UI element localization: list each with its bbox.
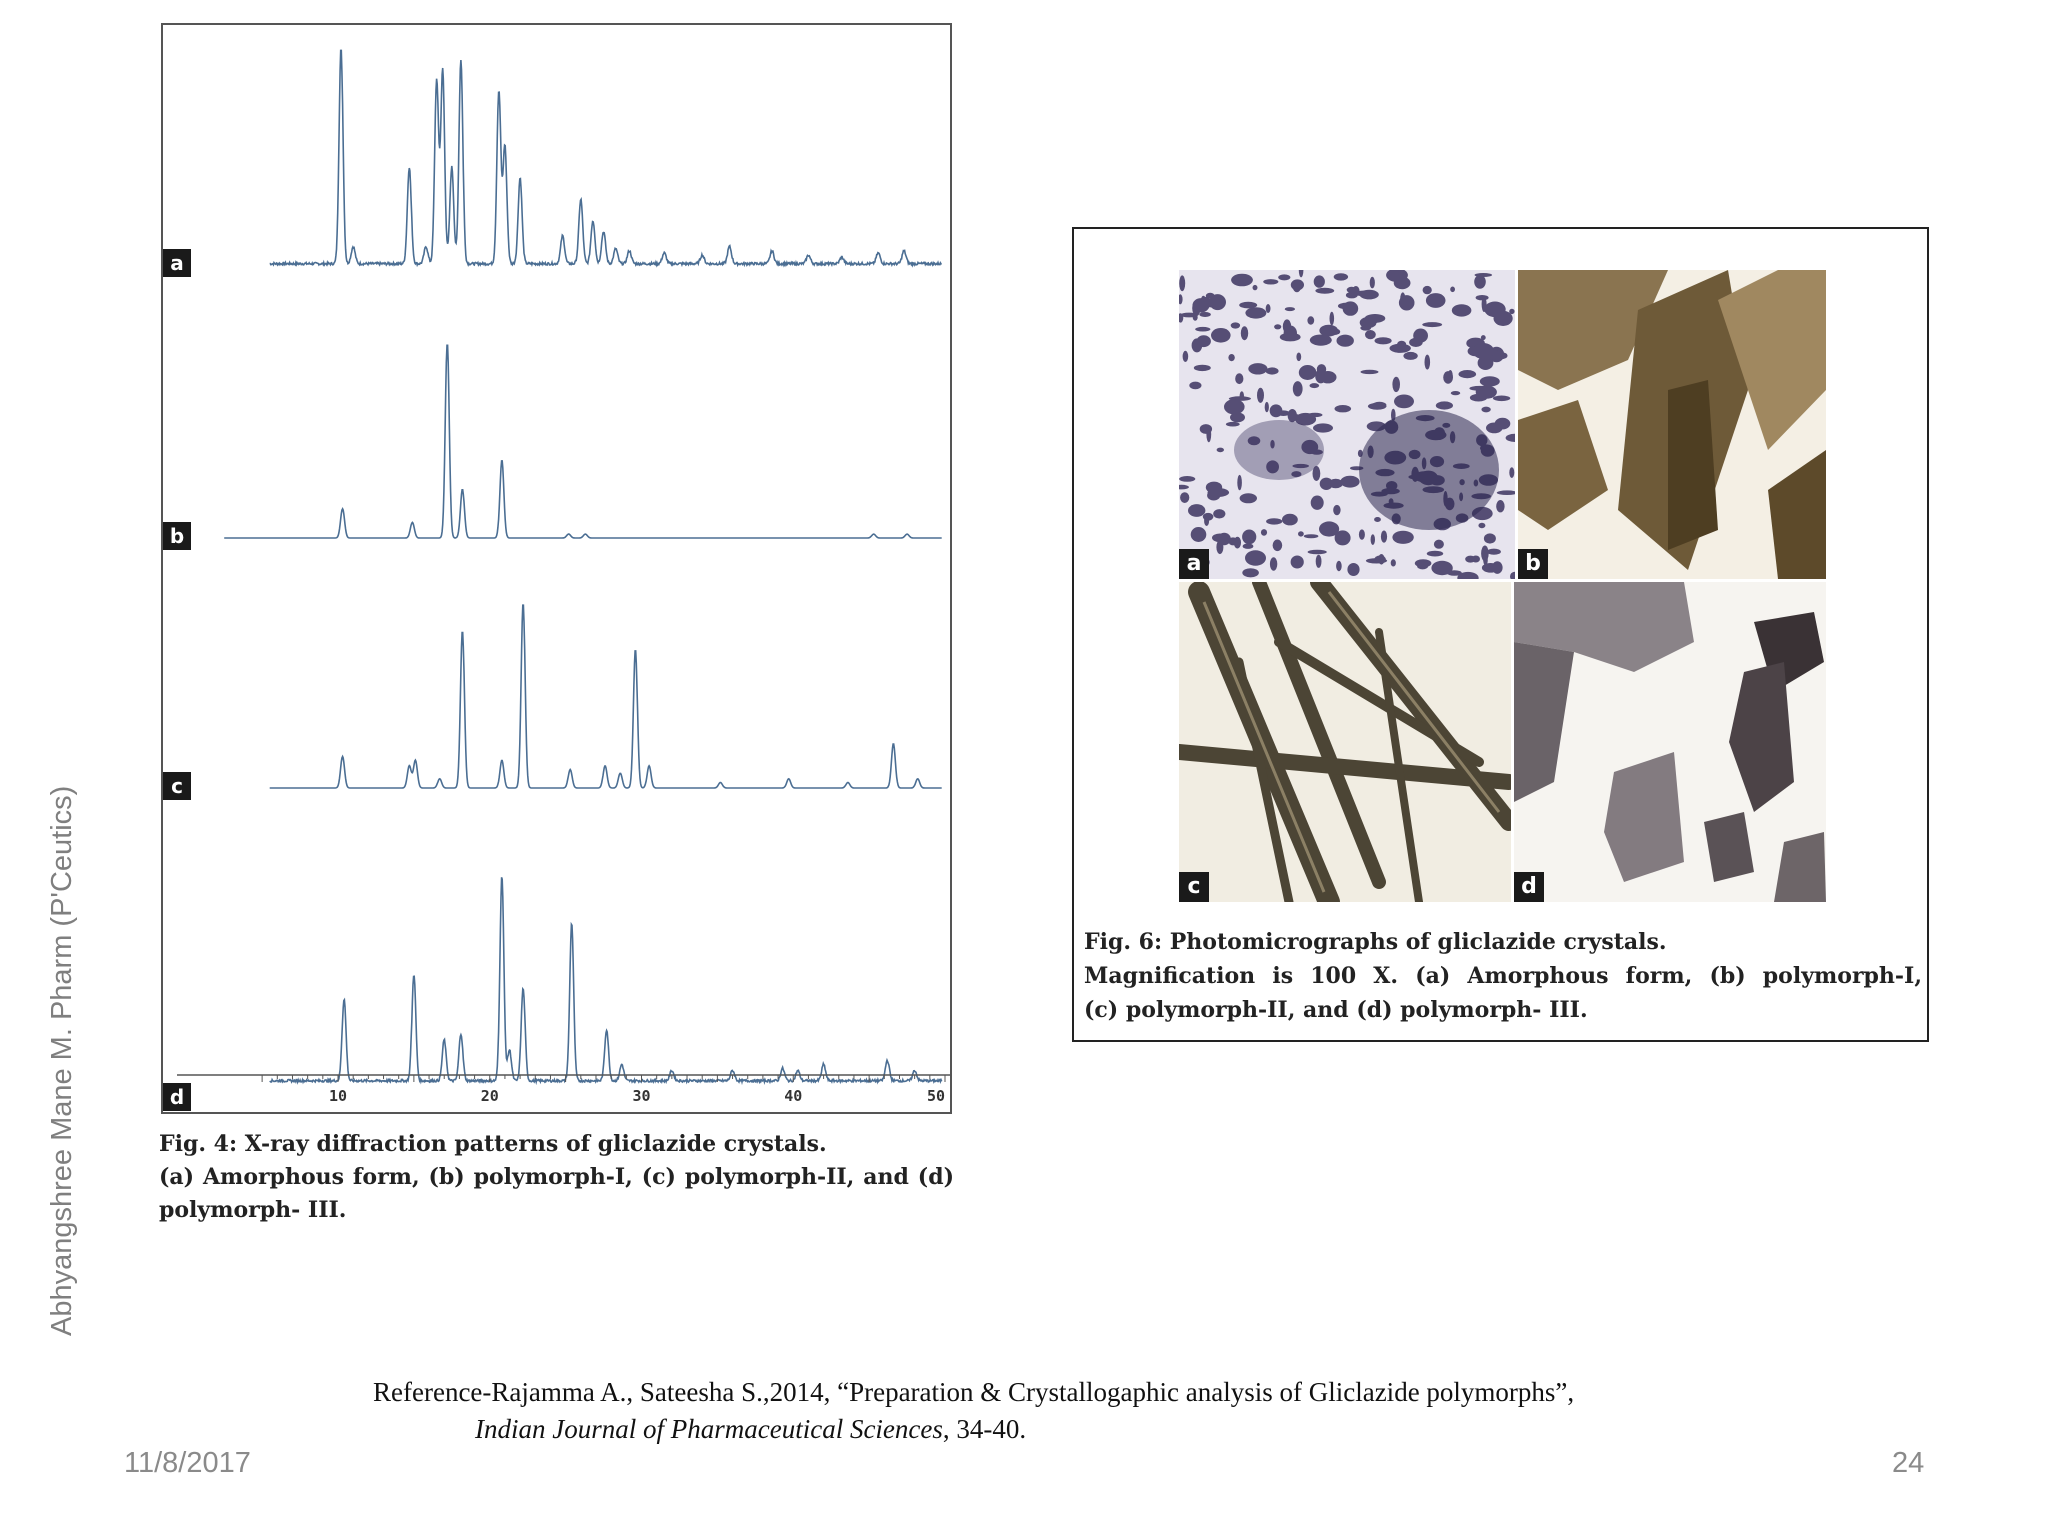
speckle xyxy=(1361,318,1378,325)
footer-date: 11/8/2017 xyxy=(124,1447,251,1479)
speckle xyxy=(1293,283,1301,292)
speckle xyxy=(1334,273,1348,280)
speckle xyxy=(1211,328,1231,343)
speckle xyxy=(1239,302,1257,309)
photo-panel-d xyxy=(1514,582,1826,902)
speckle xyxy=(1496,500,1504,512)
speckle xyxy=(1381,531,1387,543)
author-vertical-label: Abhyangshree Mane M. Pharm (P'Ceutics) xyxy=(46,785,78,1336)
speckle xyxy=(1304,534,1319,538)
xrd-panel-tag-a xyxy=(163,249,191,277)
speckle xyxy=(1497,350,1502,359)
speckle xyxy=(1470,394,1487,402)
speckle xyxy=(1242,530,1256,545)
speckle xyxy=(1298,531,1304,536)
speckle xyxy=(1245,307,1266,318)
speckle xyxy=(1374,517,1381,522)
speckle xyxy=(1427,551,1443,557)
speckle xyxy=(1213,509,1225,518)
speckle xyxy=(1336,561,1342,571)
speckle xyxy=(1231,322,1240,328)
speckle xyxy=(1224,399,1245,414)
speckle xyxy=(1237,475,1242,490)
speckle xyxy=(1277,410,1291,416)
xrd-trace-d xyxy=(270,877,942,1082)
speckle xyxy=(1228,354,1234,361)
speckle xyxy=(1314,275,1325,287)
xrd-panel-label-c: c xyxy=(171,774,183,798)
speckle xyxy=(1474,275,1486,289)
speckle xyxy=(1375,337,1392,344)
speckle xyxy=(1313,423,1333,432)
xrd-panel-label-a: a xyxy=(170,251,184,275)
speckle xyxy=(1372,402,1386,408)
speckle xyxy=(1374,556,1385,564)
speckle xyxy=(1426,293,1446,308)
speckle xyxy=(1509,467,1514,478)
speckle xyxy=(1194,365,1211,371)
speckle xyxy=(1315,288,1334,294)
speckle xyxy=(1310,335,1332,346)
slide-number: 24 xyxy=(1892,1447,1925,1479)
photo-tag-a: a xyxy=(1179,549,1209,579)
speckle xyxy=(1436,401,1453,409)
reference-journal: Indian Journal of Pharmaceutical Sciences xyxy=(475,1414,943,1444)
speckle xyxy=(1257,388,1264,403)
speckle xyxy=(1202,300,1220,308)
speckle xyxy=(1361,370,1379,374)
amorphous-photo xyxy=(1179,270,1515,579)
speckle xyxy=(1469,386,1490,391)
speckle xyxy=(1206,426,1211,442)
fig4-caption-line3: polymorph- III. xyxy=(159,1197,347,1223)
speckle xyxy=(1452,304,1472,316)
speckle xyxy=(1347,287,1357,293)
speckle xyxy=(1193,314,1198,320)
speckle xyxy=(1179,476,1195,482)
xrd-chart xyxy=(163,25,950,1112)
speckle xyxy=(1337,335,1354,347)
speckle xyxy=(1284,326,1297,341)
speckle xyxy=(1308,550,1327,555)
xrd-panel-tag-d xyxy=(163,1083,191,1111)
speckle xyxy=(1226,422,1240,427)
fig4-caption-line1: Fig. 4: X-ray diffraction patterns of gliclazide crystals. xyxy=(159,1131,827,1157)
speckle xyxy=(1266,518,1282,524)
reference-pages: , 34-40. xyxy=(942,1414,1027,1444)
speckle xyxy=(1333,505,1340,515)
reference-line1: Reference-Rajamma A., Sateesha S.,2014, “Preparation & Crystallogaphic analysis of Gliclazide polymorphs”, xyxy=(373,1377,1575,1407)
speckle xyxy=(1409,338,1423,347)
speckle xyxy=(1431,561,1452,575)
speckle xyxy=(1481,335,1486,340)
speckle xyxy=(1208,488,1230,497)
speckle xyxy=(1263,279,1278,284)
xrd-trace-b xyxy=(224,345,942,538)
speckle xyxy=(1266,304,1271,313)
speckle xyxy=(1329,328,1341,335)
speckle xyxy=(1473,343,1495,359)
speckle xyxy=(1448,370,1453,382)
speckle xyxy=(1487,549,1501,555)
photo-panel-b xyxy=(1518,270,1826,579)
speckle xyxy=(1282,514,1298,526)
speckle xyxy=(1493,396,1510,402)
speckle xyxy=(1197,335,1211,347)
speckle xyxy=(1212,534,1228,543)
speckle xyxy=(1494,311,1513,326)
speckle xyxy=(1245,550,1266,565)
speckle xyxy=(1299,365,1317,380)
speckle xyxy=(1434,540,1444,549)
speckle xyxy=(1423,286,1432,294)
speckle xyxy=(1340,476,1359,488)
photomicrograph-figure-frame xyxy=(1072,227,1929,1042)
polymorph-3-photo xyxy=(1514,582,1826,902)
speckle xyxy=(1365,330,1376,339)
fig4-caption xyxy=(159,1128,954,1227)
speckle xyxy=(1195,327,1210,332)
speckle xyxy=(1179,275,1185,291)
speckle xyxy=(1285,307,1295,311)
speckle xyxy=(1484,533,1496,543)
xrd-trace-c xyxy=(270,605,942,788)
speckle xyxy=(1330,312,1335,326)
xrd-panel-tag-c xyxy=(163,772,191,800)
speckle xyxy=(1206,293,1215,299)
fig6-caption xyxy=(1084,925,1922,1027)
speckle xyxy=(1371,534,1375,545)
speckle xyxy=(1397,341,1406,348)
speckle xyxy=(1273,540,1283,552)
speckle xyxy=(1403,352,1417,360)
speckle xyxy=(1465,556,1475,563)
speckle xyxy=(1370,277,1375,289)
speckle xyxy=(1422,322,1442,327)
speckle xyxy=(1253,285,1258,290)
speckle xyxy=(1459,370,1477,378)
speckle xyxy=(1308,413,1323,417)
speckle xyxy=(1266,367,1279,374)
reference-citation xyxy=(373,1374,1574,1448)
speckle xyxy=(1481,407,1490,413)
speckle xyxy=(1425,355,1431,370)
fig6-caption-line1: Fig. 6: Photomicrographs of gliclazide crystals. xyxy=(1084,929,1667,955)
xrd-panel-label-b: b xyxy=(169,524,185,548)
photo-tag-d: d xyxy=(1514,872,1544,902)
speckle xyxy=(1392,377,1400,392)
speckle xyxy=(1478,523,1485,528)
xrd-trace-a xyxy=(270,50,942,265)
speckle xyxy=(1288,409,1297,422)
photo-panel-a xyxy=(1179,270,1515,579)
reference-line2 xyxy=(373,1411,1574,1448)
speckle xyxy=(1328,479,1343,489)
xrd-figure-frame xyxy=(161,23,952,1114)
speckle xyxy=(1482,563,1499,573)
polymorph-2-photo xyxy=(1179,582,1511,902)
polymorph-1-photo xyxy=(1518,270,1826,579)
speckle xyxy=(1450,287,1455,293)
xrd-x-tick-label: 10 xyxy=(328,1087,348,1105)
speckle xyxy=(1486,423,1503,434)
speckle xyxy=(1476,295,1489,300)
xrd-x-tick-label: 20 xyxy=(480,1087,499,1105)
speckle xyxy=(1335,530,1351,545)
speckle xyxy=(1343,301,1359,315)
speckle xyxy=(1347,563,1359,576)
fig6-caption-line2: Magnification is 100 X. (a) Amorphous form, (b) polymorph-I, xyxy=(1084,963,1922,989)
photo-tag-c: c xyxy=(1179,872,1209,902)
fig4-caption-line2: (a) Amorphous form, (b) polymorph-I, (c) polymorph-II, and (d) xyxy=(159,1164,954,1190)
speckle xyxy=(1291,556,1304,569)
speckle xyxy=(1199,312,1211,317)
photo-panel-c xyxy=(1179,582,1511,902)
speckle xyxy=(1183,351,1189,362)
speckle xyxy=(1307,316,1314,324)
speckle xyxy=(1204,516,1209,526)
speckle xyxy=(1189,382,1201,390)
speckle xyxy=(1241,326,1248,340)
xrd-x-tick-label: 40 xyxy=(784,1087,803,1105)
fig6-caption-line3: (c) polymorph-II, and (d) polymorph- III. xyxy=(1084,997,1588,1023)
speckle xyxy=(1235,373,1243,384)
speckle xyxy=(1391,559,1396,566)
speckle xyxy=(1394,395,1414,409)
xrd-panel-tag-b xyxy=(163,522,191,550)
speckle xyxy=(1316,555,1322,568)
xrd-panel-label-d: d xyxy=(169,1085,185,1109)
speckle xyxy=(1261,529,1267,536)
speckle xyxy=(1480,376,1500,386)
speckle xyxy=(1217,448,1224,453)
speckle xyxy=(1243,544,1254,549)
speckle xyxy=(1270,557,1277,571)
photo-tag-b: b xyxy=(1518,549,1548,579)
speckle xyxy=(1293,381,1303,396)
xrd-x-tick-label: 30 xyxy=(632,1087,651,1105)
speckle xyxy=(1278,274,1290,280)
speckle xyxy=(1317,364,1326,375)
speckle xyxy=(1265,402,1269,412)
speckle xyxy=(1242,568,1259,577)
speckle xyxy=(1399,295,1415,310)
speckle xyxy=(1296,353,1301,362)
speckle xyxy=(1335,405,1352,412)
speckle xyxy=(1180,492,1189,503)
speckle xyxy=(1188,504,1205,517)
speckle xyxy=(1248,363,1267,374)
speckle xyxy=(1481,546,1489,562)
xrd-x-tick-label: 50 xyxy=(926,1087,945,1105)
speckle xyxy=(1415,559,1432,567)
speckle xyxy=(1392,531,1413,544)
speckle xyxy=(1451,391,1460,395)
speckle xyxy=(1274,324,1281,329)
speckle xyxy=(1310,383,1320,388)
speckle xyxy=(1240,493,1257,503)
speckle xyxy=(1231,274,1253,287)
speckle xyxy=(1311,496,1324,510)
speckle xyxy=(1191,527,1207,542)
photomicrograph-grid xyxy=(1179,270,1826,902)
speckle xyxy=(1359,529,1365,539)
